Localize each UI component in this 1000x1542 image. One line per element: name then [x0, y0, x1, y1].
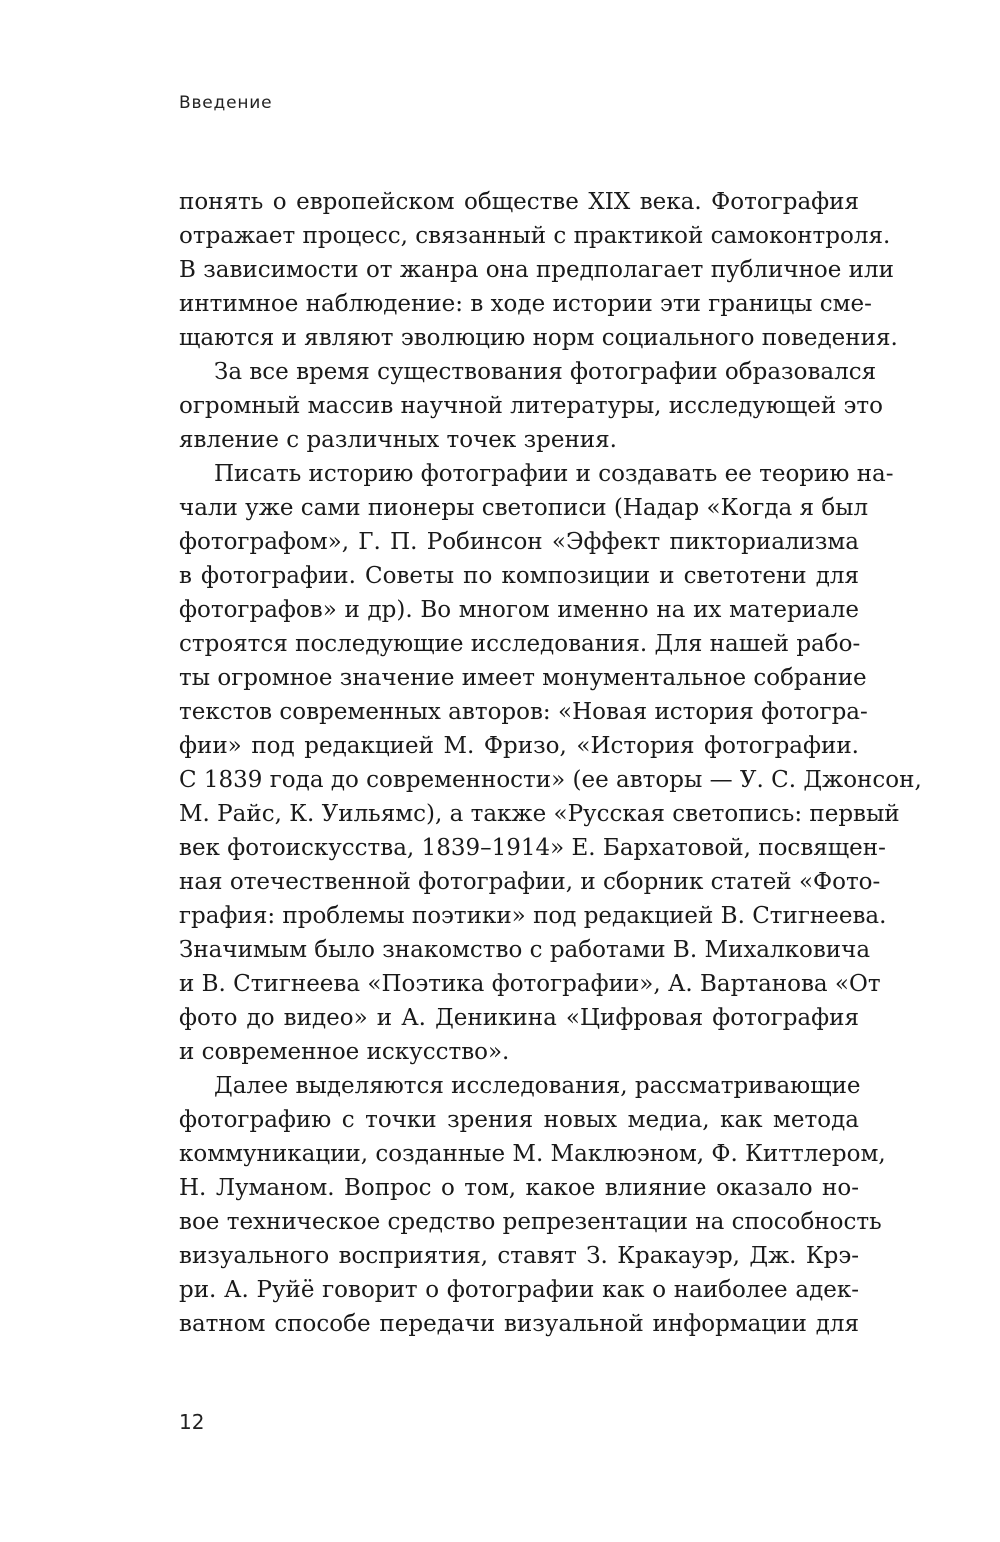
text-line: явление с различных точек зрения.	[179, 427, 617, 453]
text-line: фотографов» и др). Во многом именно на их материале	[179, 597, 859, 623]
text-line: Значимым было знакомство с работами В. Михалковича	[179, 937, 871, 963]
text-line: строятся последующие исследования. Для нашей рабо-	[179, 631, 861, 657]
text-line: в фотографии. Советы по композиции и светотени для	[179, 563, 859, 589]
text-line: огромный массив научной литературы, исследующей это	[179, 393, 883, 419]
text-line: графия: проблемы поэтики» под редакцией В. Стигнеева.	[179, 903, 887, 929]
running-head: Введение	[179, 93, 273, 113]
text-line: текстов современных авторов: «Новая история фотогра-	[179, 699, 868, 725]
text-line: За все время существования фотографии образовался	[214, 359, 877, 385]
text-line: понять о европейском обществе XIX века. Фотография	[179, 189, 859, 215]
text-line: фотографию с точки зрения новых медиа, как метода	[179, 1107, 859, 1133]
text-line: и В. Стигнеева «Поэтика фотографии», А. Вартанова «От	[179, 971, 881, 997]
paragraph	[179, 457, 922, 1069]
text-line: М. Райс, К. Уильямс), а также «Русская светопись: первый	[179, 801, 900, 827]
body-text	[179, 185, 922, 1341]
text-line: В зависимости от жанра она предполагает публичное или	[179, 257, 894, 283]
text-line: интимное наблюдение: в ходе истории эти границы сме-	[179, 291, 872, 317]
text-line: С 1839 года до современности» (ее авторы — У. С. Джонсон,	[179, 767, 922, 793]
text-line: ты огромное значение имеет монументальное собрание	[179, 665, 867, 691]
paragraph	[179, 1069, 886, 1341]
text-line: щаются и являют эволюцию норм социального поведения.	[179, 325, 898, 351]
text-line: ная отечественной фотографии, и сборник статей «Фото-	[179, 869, 881, 895]
text-line: ри. А. Руйё говорит о фотографии как о наиболее адек-	[179, 1277, 859, 1303]
page-number: 12	[179, 1410, 205, 1434]
paragraph	[179, 185, 898, 355]
paragraph	[179, 355, 883, 457]
text-line: век фотоискусства, 1839–1914» Е. Бархатовой, посвящен-	[179, 835, 886, 861]
text-line: визуального восприятия, ставят З. Кракауэр, Дж. Крэ-	[179, 1243, 859, 1269]
text-line: фотографом», Г. П. Робинсон «Эффект пикториализма	[179, 529, 859, 555]
text-line: чали уже сами пионеры светописи (Надар «Когда я был	[179, 495, 869, 521]
text-line: коммуникации, созданные М. Маклюэном, Ф. Киттлером,	[179, 1141, 886, 1167]
text-line: ватном способе передачи визуальной информации для	[179, 1311, 859, 1337]
text-line: и современное искусство».	[179, 1039, 510, 1065]
text-line: Н. Луманом. Вопрос о том, какое влияние оказало но-	[179, 1175, 859, 1201]
text-line: фото до видео» и А. Деникина «Цифровая фотография	[179, 1005, 859, 1031]
text-line: вое техническое средство репрезентации на способность	[179, 1209, 882, 1235]
text-line: Далее выделяются исследования, рассматривающие	[214, 1073, 861, 1099]
text-line: отражает процесс, связанный с практикой самоконтроля.	[179, 223, 891, 249]
text-line: фии» под редакцией М. Фризо, «История фотографии.	[179, 733, 859, 759]
text-line: Писать историю фотографии и создавать ее теорию на-	[214, 461, 894, 487]
